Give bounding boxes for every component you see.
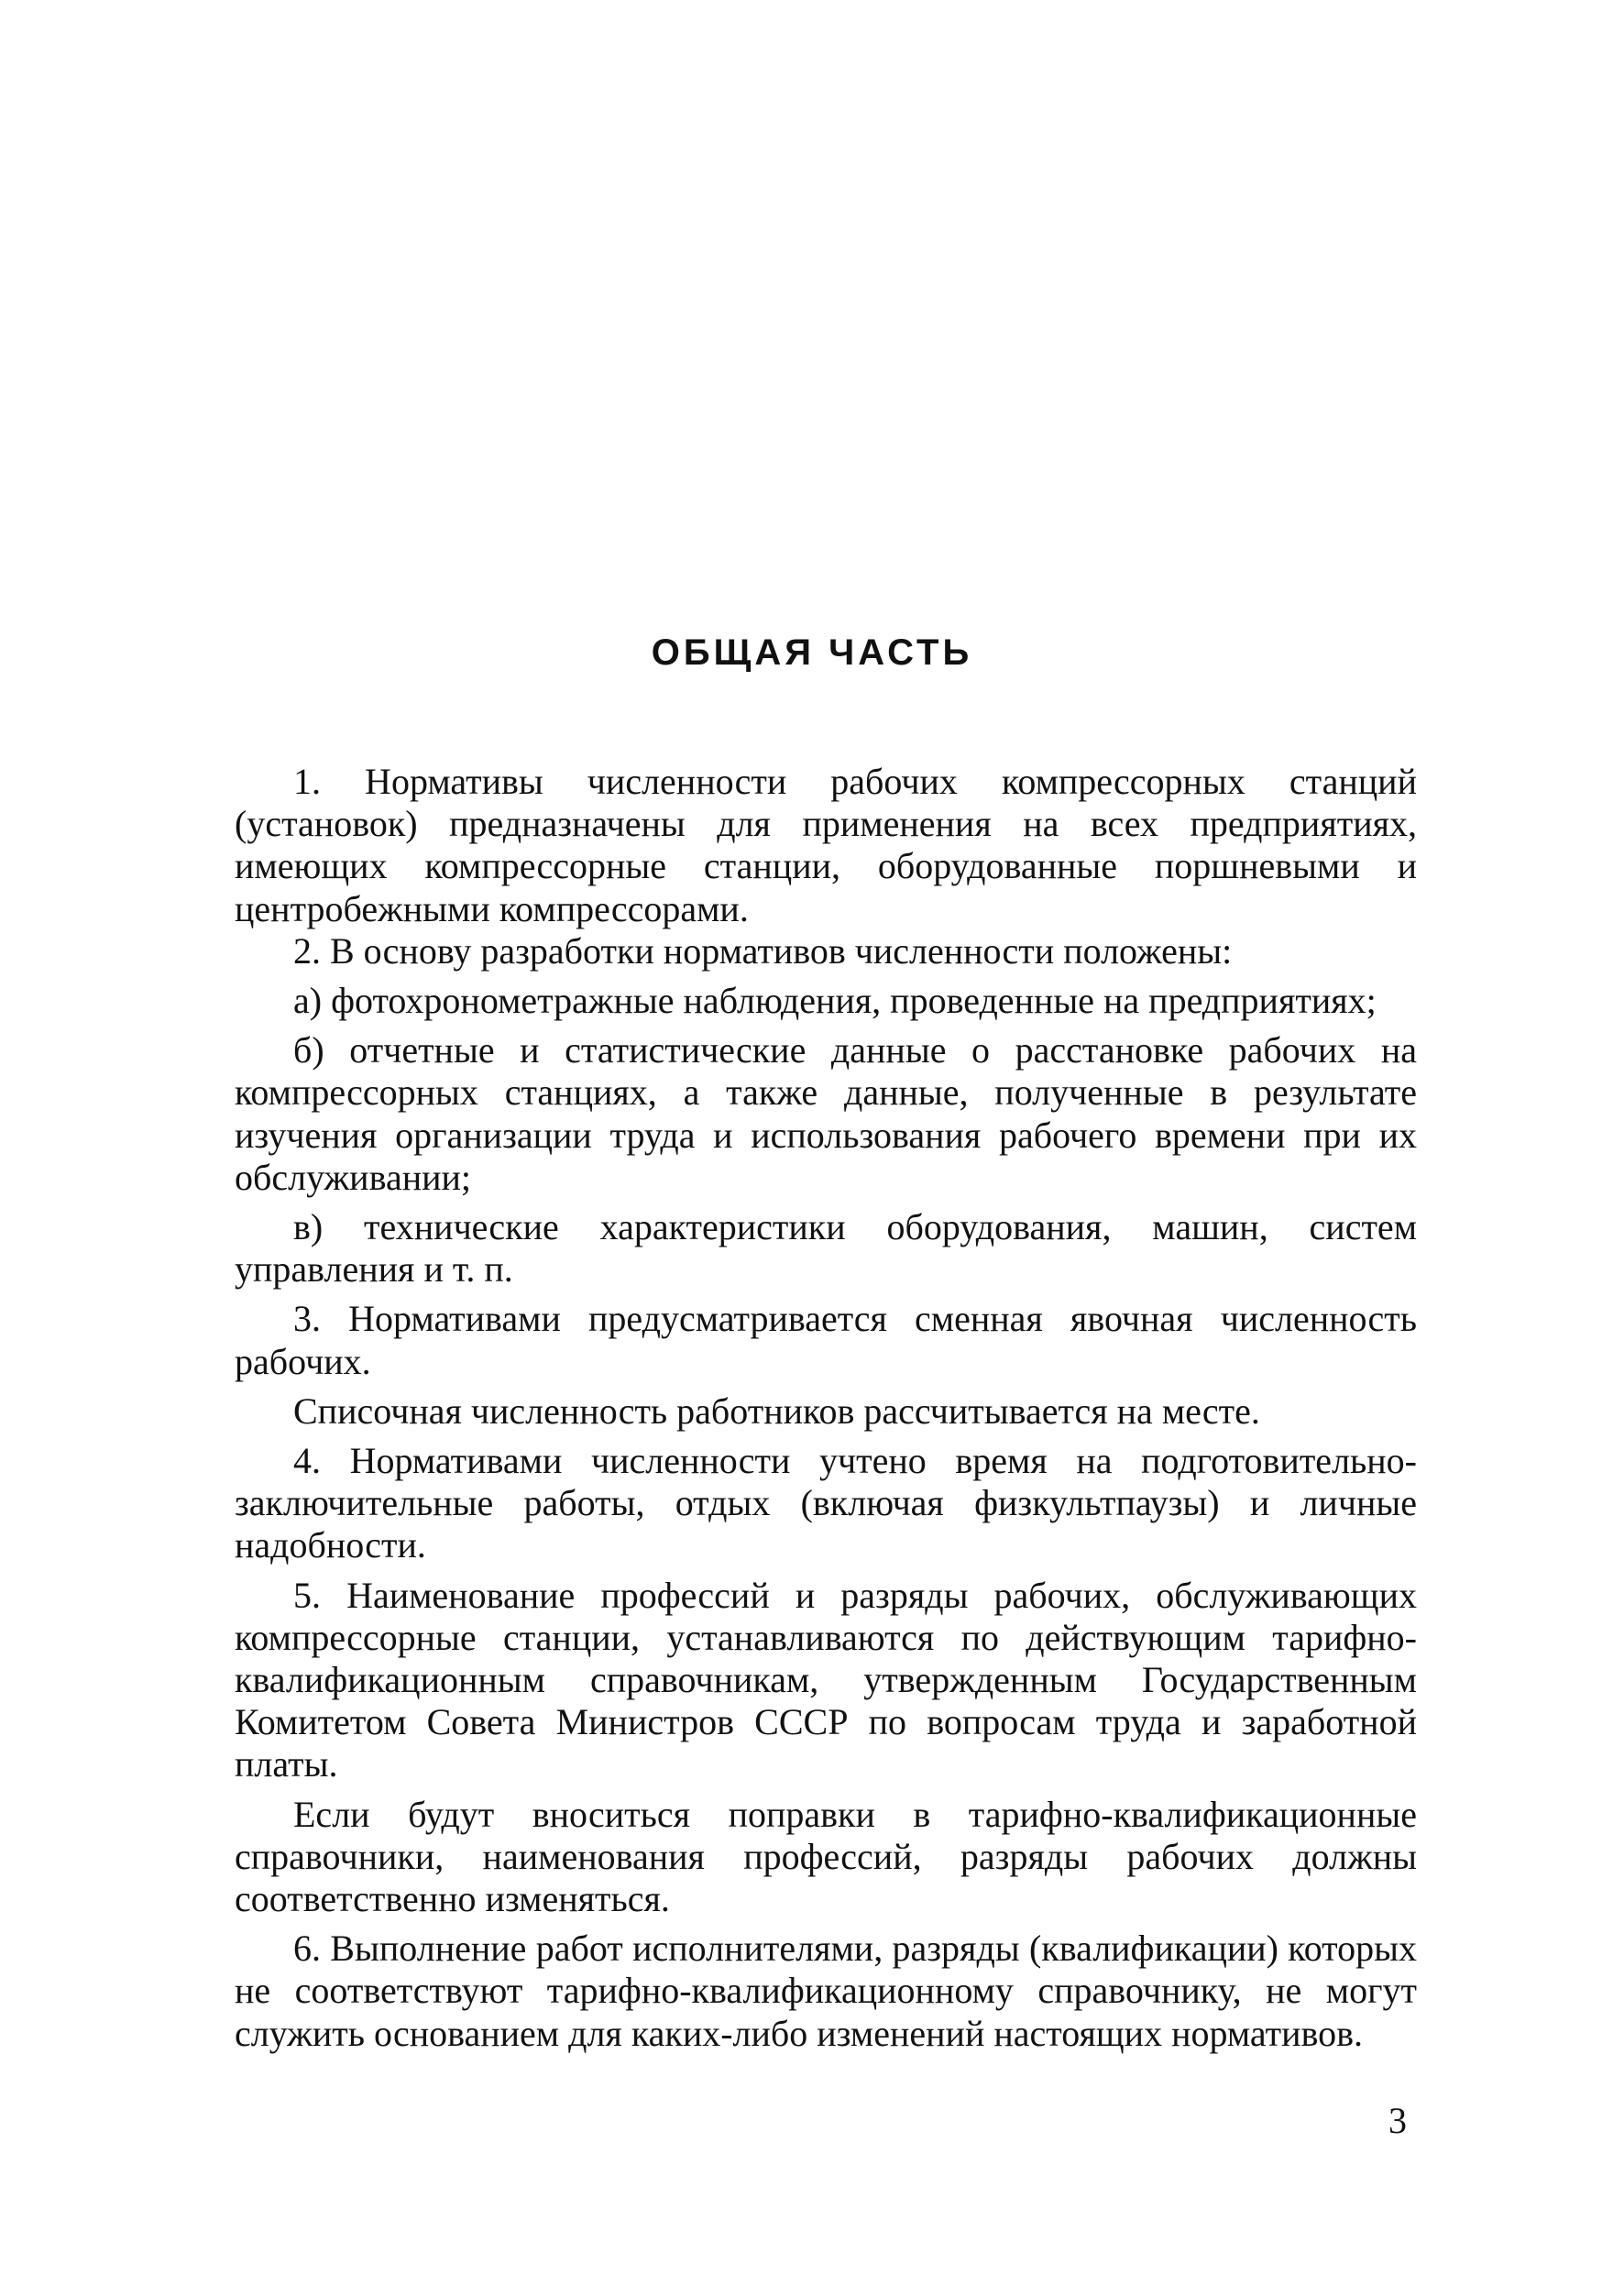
paragraph-2a: а) фотохронометражные наблюдения, проведенные на предприятиях;: [293, 980, 1377, 1022]
paragraph-5: 5. Наименование профессий и разряды рабочих, обслуживающих компрессорные станции, устанавливаются по действующим тарифно-квалификационным справочникам, утвержденным Государственным Комитетом Совета Министров СССР по вопросам труда и заработной платы.: [235, 1574, 1417, 1785]
page-number: 3: [1388, 2100, 1407, 2141]
paragraph-3-note: Списочная численность работников рассчитывается на месте.: [293, 1390, 1260, 1432]
section-title: ОБЩАЯ ЧАСТЬ: [651, 632, 973, 673]
paragraph-6: 6. Выполнение работ исполнителями, разряды (квалификации) которых не соответствуют тарифно-квалификационному справочнику, не могут служить основанием для каких-либо изменений настоящих нормативов.: [235, 1928, 1417, 2054]
paragraph-5-note: Если будут вноситься поправки в тарифно-квалификационные справочники, наименования профессий, разряды рабочих должны соответственно изменяться.: [235, 1793, 1417, 1920]
paragraph-4: 4. Нормативами численности учтено время на подготовительно-заключительные работы, отдых (включая физкультпаузы) и личные надобности.: [235, 1440, 1417, 1566]
paragraph-3: 3. Нормативами предусматривается сменная явочная численность рабочих.: [235, 1298, 1417, 1382]
paragraph-2b: б) отчетные и статистические данные о расстановке рабочих на компрессорных станциях, а также данные, полученные в результате изучения организации труда и использования рабочего времени при их обслуживании;: [235, 1029, 1417, 1198]
body-text: [235, 761, 1417, 2055]
paragraph-2: 2. В основу разработки нормативов численности положены:: [293, 929, 1233, 972]
paragraph-2c: в) технические характеристики оборудования, машин, систем управления и т. п.: [235, 1206, 1417, 1291]
paragraph-1: 1. Нормативы численности рабочих компрессорных станций (установок) предназначены для применения на всех предприятиях, имеющих компрессорные станции, оборудованные поршневыми и центробежными компрессорами.: [235, 761, 1417, 929]
